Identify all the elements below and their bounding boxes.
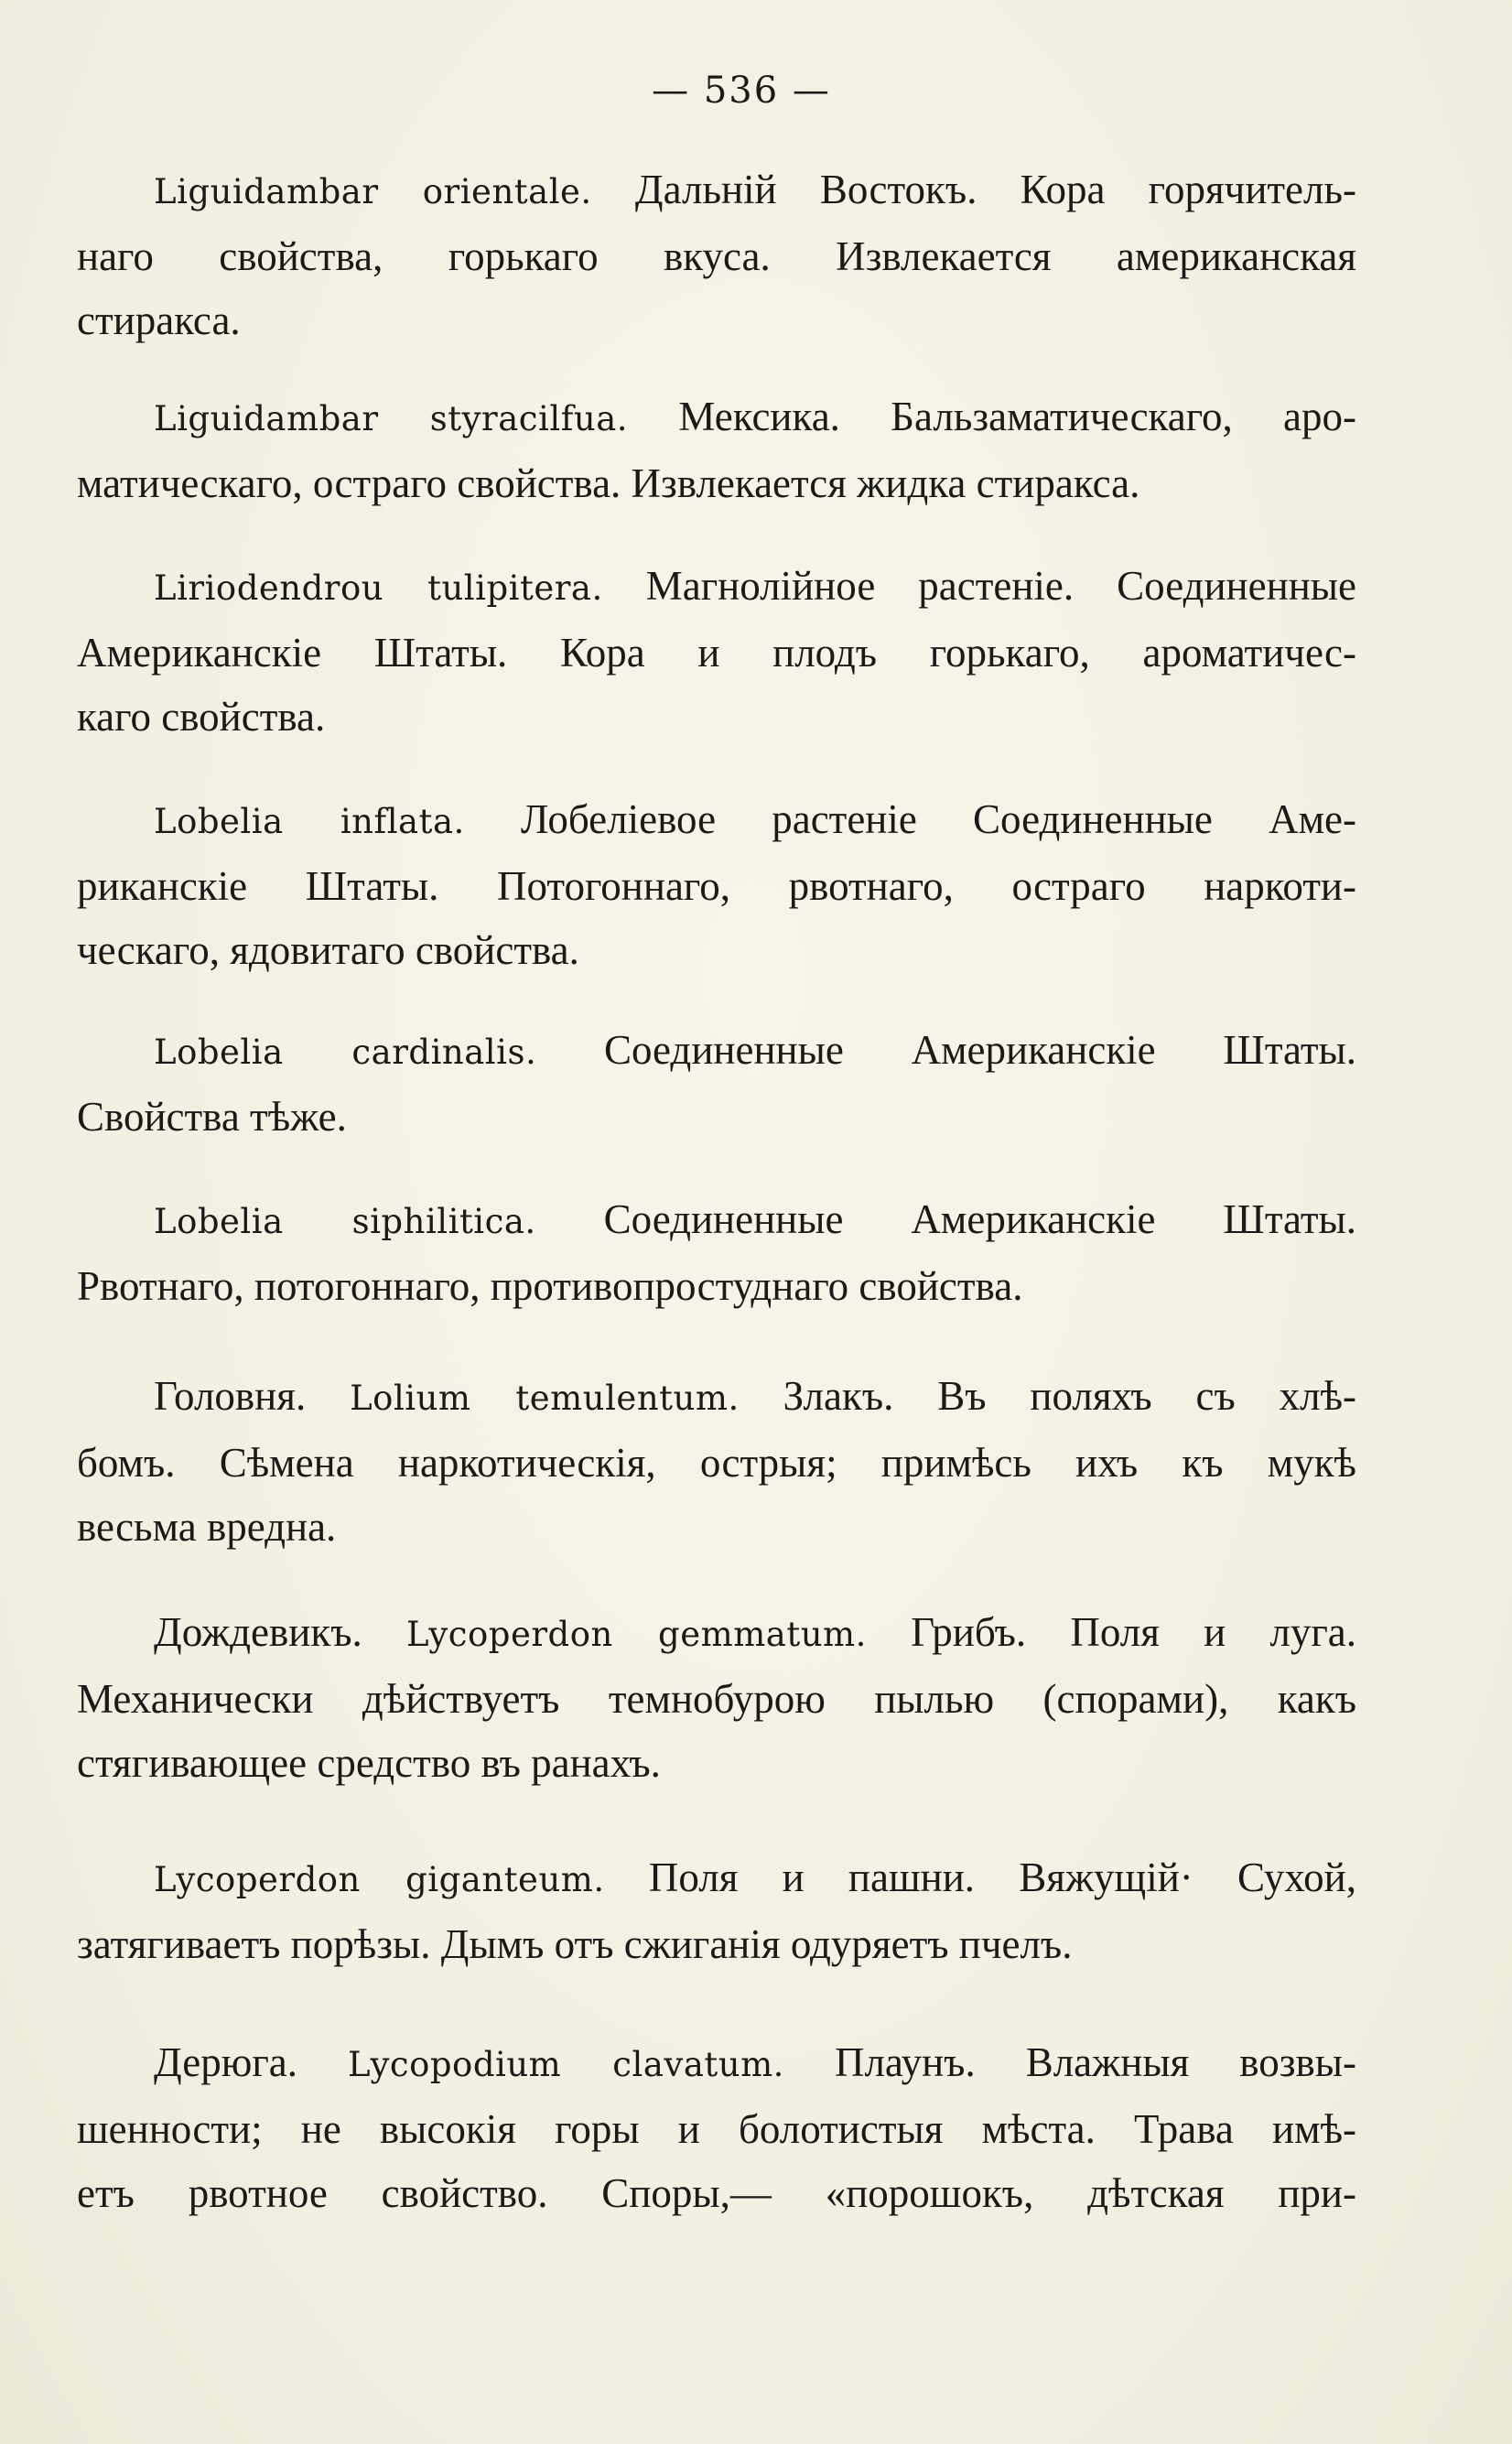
text-line: Свойства тѣже. [77,1094,347,1140]
entry-first-line [77,1364,1356,1431]
latin-name: Liriodendrou tulipitera. [154,568,603,608]
latin-name: Lobelia inflata. [154,802,465,841]
entry-first-line [77,157,1356,224]
text-line: Поля и пашни. Вяжущій· Сухой, [604,1855,1356,1900]
entry-first-line [77,1187,1356,1254]
latin-name: Lycoperdon giganteum. [154,1860,605,1899]
latin-name: Liguidambar styracilfua. [154,399,629,438]
text-line: Грибъ. Поля и луга. [866,1609,1357,1655]
entry-first-line [77,1845,1356,1912]
entry-liriodendron-tulipifera [77,554,1356,749]
common-name: Головня. [154,1373,351,1419]
text-line: весьма вредна. [77,1504,337,1550]
text-line: стягивающее средство въ ранахъ. [77,1740,661,1786]
entry-first-line [77,1600,1356,1667]
entry-first-line [77,384,1356,451]
text-line: етъ рвотное свойство. Споры,— «порошокъ, дѣтская при- [77,2170,1356,2216]
entry-liquidambar-orientale [77,157,1356,352]
text-line: Злакъ. Въ поляхъ съ хлѣ- [739,1373,1356,1419]
text-line: Механически дѣйствуетъ темнобурою пылью (спорами), какъ [77,1676,1356,1722]
text-line: Соединенные Американскіе Штаты. [536,1027,1356,1073]
text-line: каго свойства. [77,694,326,740]
entry-liquidambar-styraciflua [77,384,1356,515]
latin-name: Lobelia siphilitica. [154,1202,536,1241]
text-line: Рвотнаго, потогоннаго, противопростуднаго свойства. [77,1263,1023,1309]
text-line: ческаго, ядовитаго свойства. [77,927,579,973]
text-line: стиракса. [77,297,241,343]
text-line: Дальній Востокъ. Кора горячитель- [591,167,1356,212]
latin-name: Liguidambar orientale. [154,172,592,211]
entry-lolium-temulentum [77,1364,1356,1559]
entry-lycopodium-clavatum [77,2030,1356,2225]
entry-lobelia-inflata [77,787,1356,982]
entry-first-line [77,554,1356,621]
common-name: Дерюга. [154,2039,349,2085]
latin-name: Lobelia cardinalis. [154,1033,537,1072]
text-line: Плаунъ. Влажныя возвы- [783,2039,1356,2085]
common-name: Дождевикъ. [154,1609,406,1655]
latin-name: Lycopodium clavatum. [348,2045,784,2084]
latin-name: Lycoperdon gemmatum. [405,1615,867,1654]
page-number: — 536 — [652,70,831,112]
text-line: Магнолійное растеніе. Соединенные [602,563,1356,609]
text-line: Соединенные Американскіе Штаты. [535,1196,1356,1242]
text-line: Мексика. Бальзаматическаго, аро- [628,394,1357,439]
text-line: шенности; не высокія горы и болотистыя мѣста. Трава имѣ- [77,2106,1356,2152]
latin-name: Lolium temulentum. [350,1379,740,1418]
text-line: матическаго, остраго свойства. Извлекается жидка стиракса. [77,460,1140,506]
text-line: Лобеліевое растеніе Соединенные Аме- [464,796,1357,842]
text-line: затягиваетъ порѣзы. Дымъ отъ сжиганія одуряетъ пчелъ. [77,1921,1073,1967]
entry-lycoperdon-gemmatum [77,1600,1356,1795]
entry-first-line [77,787,1356,854]
entry-first-line [77,1018,1356,1085]
entry-lobelia-siphilitica [77,1187,1356,1318]
entry-lycoperdon-giganteum [77,1845,1356,1976]
text-line: Американскіе Штаты. Кора и плодъ горькаго, ароматичес- [77,630,1356,676]
text-line: бомъ. Сѣмена наркотическія, острыя; примѣсь ихъ къ мукѣ [77,1440,1356,1486]
entry-lobelia-cardinalis [77,1018,1356,1149]
text-line: риканскіе Штаты. Потогоннаго, рвотнаго, остраго наркоти- [77,863,1356,909]
text-line: наго свойства, горькаго вкуса. Извлекается американская [77,233,1356,279]
entry-first-line [77,2030,1356,2097]
